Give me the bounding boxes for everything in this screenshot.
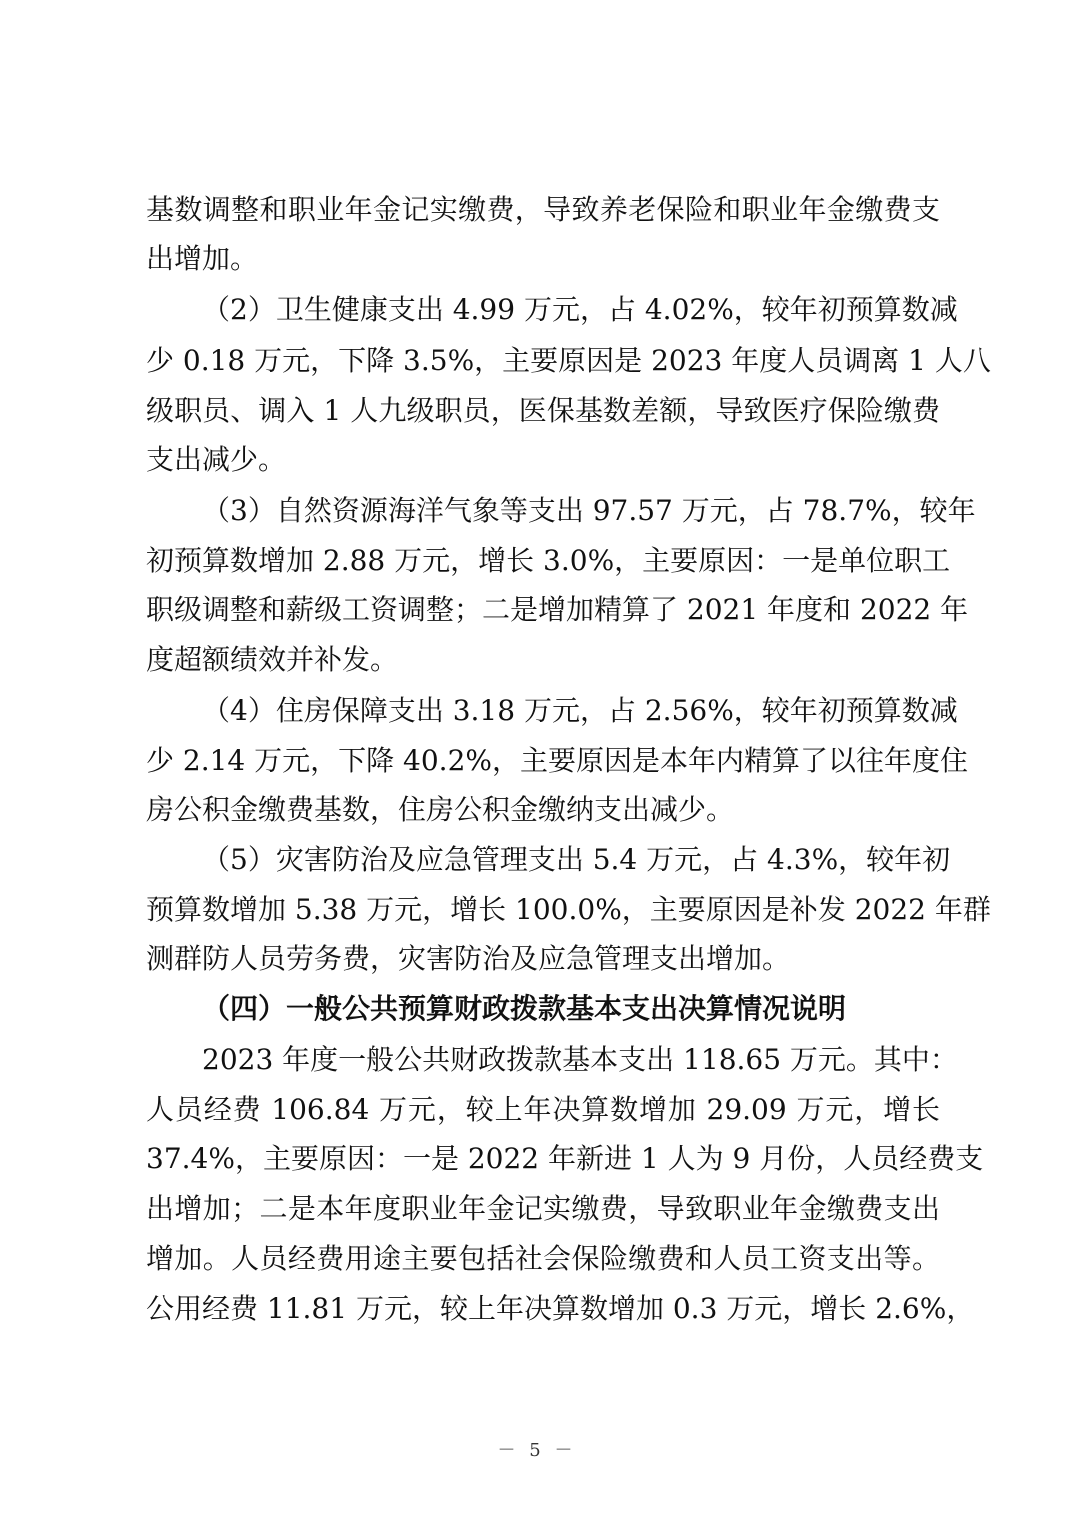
text-line: 少 2.14 万元，下降 40.2%，主要原因是本年内精算了以往年度住 xyxy=(146,744,968,777)
text-line: 2023 年度一般公共财政拨款基本支出 118.65 万元。其中： xyxy=(202,1043,958,1076)
text-line: （5）灾害防治及应急管理支出 5.4 万元，占 4.3%，较年初 xyxy=(202,843,951,876)
text-line: （4）住房保障支出 3.18 万元，占 2.56%，较年初预算数减 xyxy=(202,694,958,727)
text-line: 房公积金缴费基数，住房公积金缴纳支出减少。 xyxy=(146,793,735,826)
text-line: 预算数增加 5.38 万元，增长 100.0%，主要原因是补发 2022 年群 xyxy=(146,893,991,926)
text-line: 职级调整和薪级工资调整；二是增加精算了 2021 年度和 2022 年 xyxy=(146,593,969,626)
text-line: 支出减少。 xyxy=(146,443,287,476)
text-line: 出增加；二是本年度职业年金记实缴费，导致职业年金缴费支出 xyxy=(146,1192,940,1225)
text-line: 初预算数增加 2.88 万元，增长 3.0%，主要原因：一是单位职工 xyxy=(146,544,951,577)
text-line: 少 0.18 万元，下降 3.5%，主要原因是 2023 年度人员调离 1 人八 xyxy=(146,344,991,377)
section-heading: （四）一般公共预算财政拨款基本支出决算情况说明 xyxy=(202,992,847,1025)
text-line: 人员经费 106.84 万元，较上年决算数增加 29.09 万元，增长 xyxy=(146,1093,940,1126)
text-line: 37.4%，主要原因：一是 2022 年新进 1 人为 9 月份，人员经费支 xyxy=(146,1142,984,1175)
text-line: 基数调整和职业年金记实缴费，导致养老保险和职业年金缴费支 xyxy=(146,193,940,226)
text-line: （3）自然资源海洋气象等支出 97.57 万元，占 78.7%，较年 xyxy=(202,494,976,527)
text-line: 度超额绩效并补发。 xyxy=(146,643,399,676)
text-line: 出增加。 xyxy=(146,242,259,275)
text-line: 增加。人员经费用途主要包括社会保险缴费和人员工资支出等。 xyxy=(146,1242,940,1275)
page-number: － 5 － xyxy=(497,1440,577,1461)
text-line: 级职员、调入 1 人九级职员，医保基数差额，导致医疗保险缴费 xyxy=(146,394,940,427)
text-line: 公用经费 11.81 万元，较上年决算数增加 0.3 万元，增长 2.6%， xyxy=(146,1292,975,1325)
text-line: （2）卫生健康支出 4.99 万元，占 4.02%，较年初预算数减 xyxy=(202,293,958,326)
text-line: 测群防人员劳务费，灾害防治及应急管理支出增加。 xyxy=(146,942,791,975)
